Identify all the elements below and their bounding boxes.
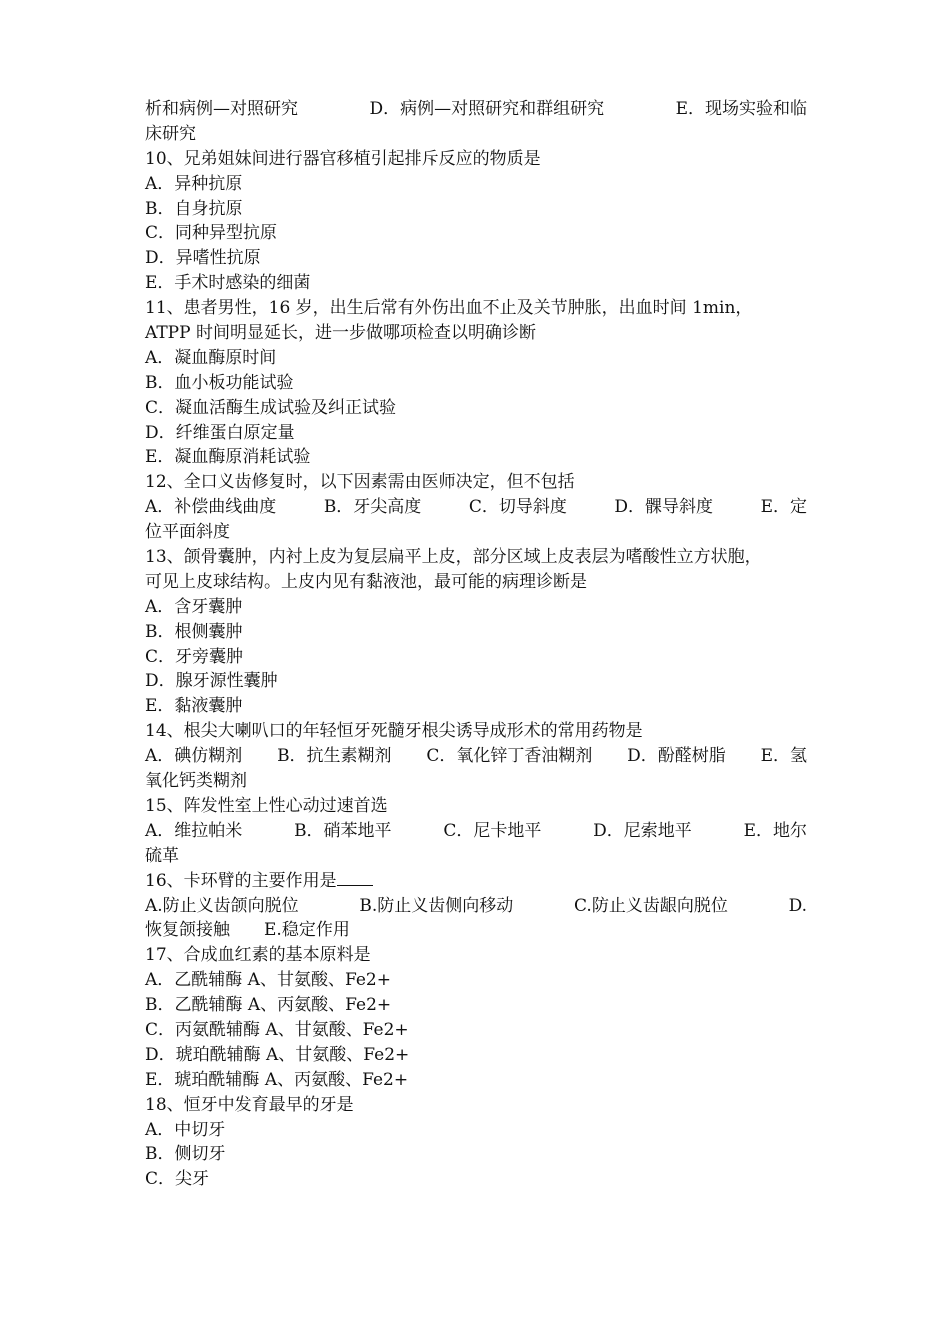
q13-option-b: B．根侧囊肿 [145, 621, 243, 642]
q13-stem-line1: 13、颌骨囊肿，内衬上皮为复层扁平上皮，部分区域上皮表层为嗜酸性立方状胞， [145, 547, 762, 568]
q17-stem: 17、合成血红素的基本原料是 [145, 945, 371, 966]
q10-option-c: C．同种异型抗原 [145, 223, 278, 244]
q15-option-a: A．维拉帕米 [145, 820, 243, 841]
q17-option-a: A．乙酰辅酶 A、甘氨酸、Fe2+ [145, 970, 391, 991]
q13-option-d: D．腺牙源性囊肿 [145, 671, 278, 692]
q14-stem: 14、根尖大喇叭口的年轻恒牙死髓牙根尖诱导成形术的常用药物是 [145, 721, 643, 742]
q12-stem: 12、全口义齿修复时，以下因素需由医师决定，但不包括 [145, 472, 575, 493]
q15-option-e-continued: 硫革 [145, 845, 179, 866]
q15-options-line [145, 819, 807, 844]
q9-option-d: D．病例—对照研究和群组研究 [369, 99, 605, 119]
q13-option-e: E．黏液囊肿 [145, 696, 243, 717]
q16-options-continued: 恢复颌接触 E.稳定作用 [145, 920, 350, 941]
q17-option-c: C．丙氨酰辅酶 A、甘氨酸、Fe2+ [145, 1019, 409, 1040]
q15-option-e: E．地尔 [743, 820, 807, 841]
q11-option-a: A．凝血酶原时间 [145, 347, 277, 368]
q17-option-e: E．琥珀酰辅酶 A、丙氨酸、Fe2+ [145, 1069, 409, 1090]
q12-options-line [145, 495, 807, 520]
q18-option-b: B．侧切牙 [145, 1144, 226, 1165]
q16-option-a: A.防止义齿颌向脱位 [145, 895, 299, 916]
q16-option-b: B.防止义齿侧向移动 [359, 895, 514, 916]
q17-option-b: B．乙酰辅酶 A、丙氨酸、Fe2+ [145, 995, 392, 1016]
q14-option-b: B．抗生素糊剂 [277, 746, 392, 767]
q17-option-d: D．琥珀酰辅酶 A、甘氨酸、Fe2+ [145, 1044, 410, 1065]
q15-option-c: C．尼卡地平 [443, 820, 542, 841]
q14-options-line [145, 744, 807, 769]
q12-option-a: A．补偿曲线曲度 [145, 497, 277, 518]
q10-option-a: A．异种抗原 [145, 173, 243, 194]
q13-stem-line2: 可见上皮球结构。上皮内见有黏液池，最可能的病理诊断是 [145, 571, 587, 592]
q9-options-line [145, 97, 807, 122]
q9-option-e-continued: 床研究 [145, 123, 196, 144]
q9-option-c-tail: 析和病例—对照研究 [145, 99, 298, 119]
q11-option-e: E．凝血酶原消耗试验 [145, 447, 311, 468]
q12-option-e-continued: 位平面斜度 [145, 522, 230, 543]
q18-stem: 18、恒牙中发育最早的牙是 [145, 1094, 354, 1115]
q14-option-d: D．酚醛树脂 [627, 746, 726, 767]
q15-stem: 15、阵发性室上性心动过速首选 [145, 795, 388, 816]
q12-option-b: B．牙尖高度 [323, 497, 422, 518]
q12-option-d: D．髁导斜度 [614, 497, 714, 518]
q10-option-e: E．手术时感染的细菌 [145, 273, 311, 294]
q14-option-e: E．氢 [760, 746, 807, 767]
q10-option-b: B．自身抗原 [145, 198, 243, 219]
q13-option-c: C．牙旁囊肿 [145, 646, 244, 667]
q11-stem-line1: 11、患者男性，16 岁，出生后常有外伤出血不止及关节肿胀，出血时间 1min， [145, 298, 753, 319]
q14-option-a: A．碘仿糊剂 [145, 746, 243, 767]
q15-option-b: B．硝苯地平 [294, 820, 392, 841]
q14-option-c: C．氧化锌丁香油糊剂 [426, 746, 593, 767]
q10-option-d: D．异嗜性抗原 [145, 248, 261, 269]
q18-option-c: C．尖牙 [145, 1169, 210, 1190]
q16-option-c: C.防止义齿龈向脱位 [574, 895, 728, 916]
q14-option-e-continued: 氧化钙类糊剂 [145, 771, 247, 792]
q18-option-a: A．中切牙 [145, 1119, 226, 1140]
document-body [145, 97, 807, 1192]
q11-option-d: D．纤维蛋白原定量 [145, 422, 295, 443]
q11-stem-line2: ATPP 时间明显延长，进一步做哪项检查以明确诊断 [145, 323, 536, 344]
q11-option-c: C．凝血活酶生成试验及纠正试验 [145, 397, 397, 418]
q15-option-d: D．尼索地平 [593, 820, 692, 841]
q16-stem-row [145, 869, 807, 894]
q12-option-c: C．切导斜度 [468, 497, 567, 518]
q16-option-d: D. [788, 895, 807, 916]
q13-option-a: A．含牙囊肿 [145, 596, 243, 617]
q9-option-e: E．现场实验和临 [675, 99, 807, 119]
q12-option-e: E．定 [760, 497, 807, 518]
q16-options-line [145, 894, 807, 919]
q11-option-b: B．血小板功能试验 [145, 372, 294, 393]
q16-stem: 16、卡环臂的主要作用是 [145, 870, 337, 891]
q10-stem: 10、兄弟姐妹间进行器官移植引起排斥反应的物质是 [145, 148, 541, 169]
answer-blank [337, 869, 373, 886]
